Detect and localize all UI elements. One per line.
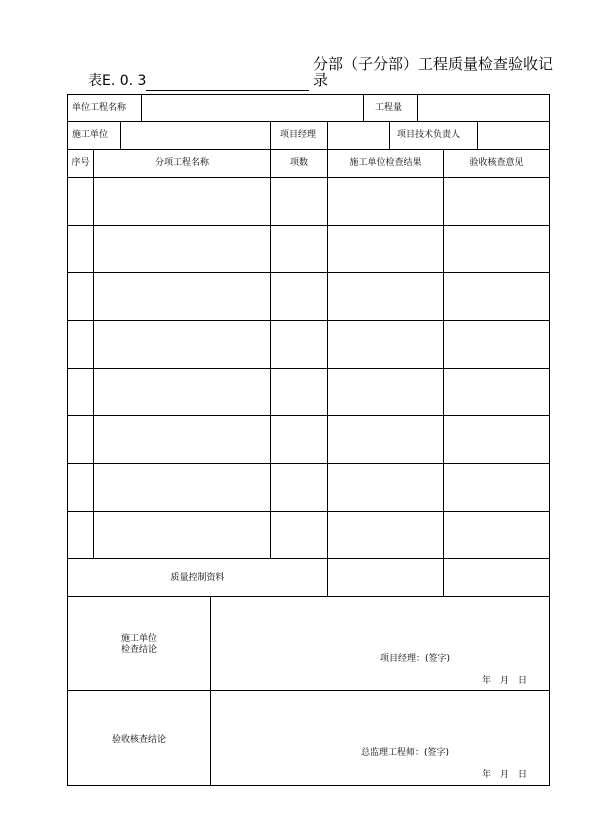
unit-project-name-label: 单位工程名称 <box>72 103 127 113</box>
project-manager-label: 项目经理 <box>280 130 317 140</box>
title-blank-line <box>146 90 309 91</box>
table-row[interactable] <box>68 512 549 558</box>
quality-control-docs-opinion-field[interactable] <box>444 559 549 596</box>
column-header-item-count: 项数 <box>289 158 308 168</box>
quality-control-docs-check-field[interactable] <box>328 559 443 596</box>
table-row[interactable] <box>68 273 549 320</box>
technical-lead-label: 项目技术负责人 <box>397 130 461 140</box>
column-header-sub-item-name: 分项工程名称 <box>154 158 209 168</box>
construction-conclusion-label-line2: 检查结论 <box>120 645 157 655</box>
quality-control-docs-label: 质量控制资料 <box>170 573 225 583</box>
unit-project-name-field[interactable] <box>142 95 363 121</box>
chief-supervisor-signature-label: 总监理工程师：(签字) <box>361 748 450 758</box>
table-row[interactable] <box>68 464 549 511</box>
project-quantity-field[interactable] <box>418 95 549 121</box>
column-header-acceptance-opinion: 验收核查意见 <box>469 158 524 168</box>
construction-conclusion-label-line1: 施工单位 <box>120 634 157 644</box>
column-header-seq: 序号 <box>71 158 90 168</box>
form-title: 分部（子分部）工程质量检查验收记录 <box>313 55 554 89</box>
construction-date-label: 年 月 日 <box>482 676 528 686</box>
table-row[interactable] <box>68 226 549 272</box>
table-row[interactable] <box>68 178 549 225</box>
acceptance-date-label: 年 月 日 <box>482 770 528 780</box>
table-code: 表E. 0. 3 <box>88 73 147 89</box>
table-row[interactable] <box>68 416 549 463</box>
project-manager-field[interactable] <box>328 122 389 149</box>
table-row[interactable] <box>68 369 549 415</box>
table-row[interactable] <box>68 321 549 368</box>
column-header-construction-check-result: 施工单位检查结果 <box>349 158 422 168</box>
project-quantity-label: 工程量 <box>375 103 403 113</box>
acceptance-conclusion-label: 验收核查结论 <box>111 735 166 745</box>
pm-signature-label: 项目经理：(签字) <box>380 654 451 664</box>
construction-unit-field[interactable] <box>121 122 270 149</box>
construction-unit-label: 施工单位 <box>72 130 109 140</box>
technical-lead-field[interactable] <box>478 122 549 149</box>
